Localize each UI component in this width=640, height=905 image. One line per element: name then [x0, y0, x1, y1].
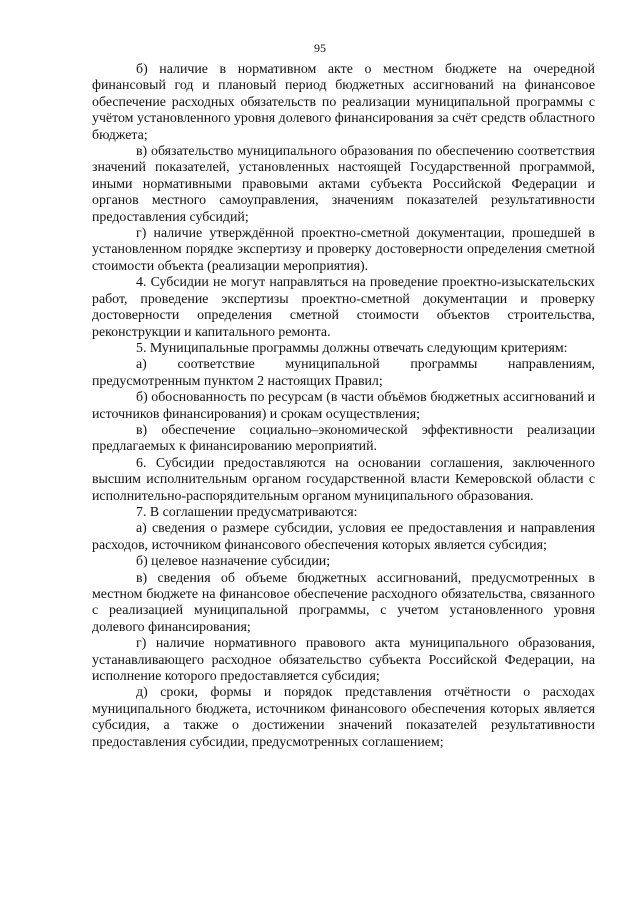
- paragraph-g-design-documentation: г) наличие утверждённой проектно-сметной документации, прошедшей в установленном порядке экспертизу и проверку достоверности определения сметной стоимости объекта (реализации мероприятия).: [92, 226, 595, 274]
- page-number: 95: [314, 41, 326, 55]
- paragraph-5v-efficiency: в) обеспечение социально–экономической эффективности реализации предлагаемых к финансированию мероприятий.: [92, 422, 595, 455]
- paragraph-7d-reporting: д) сроки, формы и порядок представления отчётности о расходах муниципального бюджета, источником финансового обеспечения которых является субсидия, а также о достижении значений показателей результативности предоставления субсидии, предусмотренных соглашением;: [92, 685, 595, 750]
- paragraph-7b-purpose: б) целевое назначение субсидии;: [136, 554, 331, 570]
- document-body: [92, 62, 595, 751]
- paragraph-7-agreement-contents: 7. В соглашении предусматриваются:: [136, 504, 358, 520]
- paragraph-5a-compliance: а) соответствие муниципальной программы направлениям, предусмотренным пунктом 2 настоящих Правил;: [92, 357, 595, 389]
- paragraph-v-obligation: в) обязательство муниципального образования по обеспечению соответствия значений показателей, установленных настоящей Государственной программой, иными нормативными правовыми актами субъекта Российской Федерации и органов местного самоуправления, значениям показателей результативности предоставления субсидий;: [92, 144, 595, 225]
- paragraph-7g-legal-act: г) наличие нормативного правового акта муниципального образования, устанавливающего расходное обязательство субъекта Российской Федерации, на исполнение которого предоставляется субсидия;: [92, 636, 595, 685]
- paragraph-6-agreement: 6. Субсидии предоставляются на основании соглашения, заключенного высшим исполнительным органом государственной власти Кемеровской области с исполнительно-распорядительным органом муниципального образования.: [92, 455, 595, 504]
- paragraph-b-budget-act: б) наличие в нормативном акте о местном бюджете на очередной финансовый год и плановый период бюджетных ассигнований на финансовое обеспечение расходных обязательств по реализации муниципальной программы с учётом установленного уровня долевого финансирования за счёт средств областного бюджета;: [92, 62, 595, 143]
- paragraph-7a-subsidy-amount: а) сведения о размере субсидии, условия ее предоставления и направления расходов, источником финансового обеспечения которых является субсидия;: [92, 521, 595, 553]
- paragraph-7v-budget-allocations: в) сведения об объеме бюджетных ассигнований, предусмотренных в местном бюджете на финансовое обеспечение расходного обязательства, связанного с реализацией муниципальной программы, с учетом установленного уровня долевого финансирования;: [92, 570, 595, 635]
- paragraph-5b-resources: б) обоснованность по ресурсам (в части объёмов бюджетных ассигнований и источников финансирования) и срокам осуществления;: [92, 390, 595, 422]
- paragraph-4-subsidy-restrictions: 4. Субсидии не могут направляться на проведение проектно-изыскательских работ, проведение экспертизы проектно-сметной документации и проверку достоверности определения сметной стоимости объектов строительства, реконструкции и капитального ремонта.: [92, 275, 595, 340]
- paragraph-5-criteria-intro: 5. Муниципальные программы должны отвечать следующим критериям:: [136, 340, 568, 356]
